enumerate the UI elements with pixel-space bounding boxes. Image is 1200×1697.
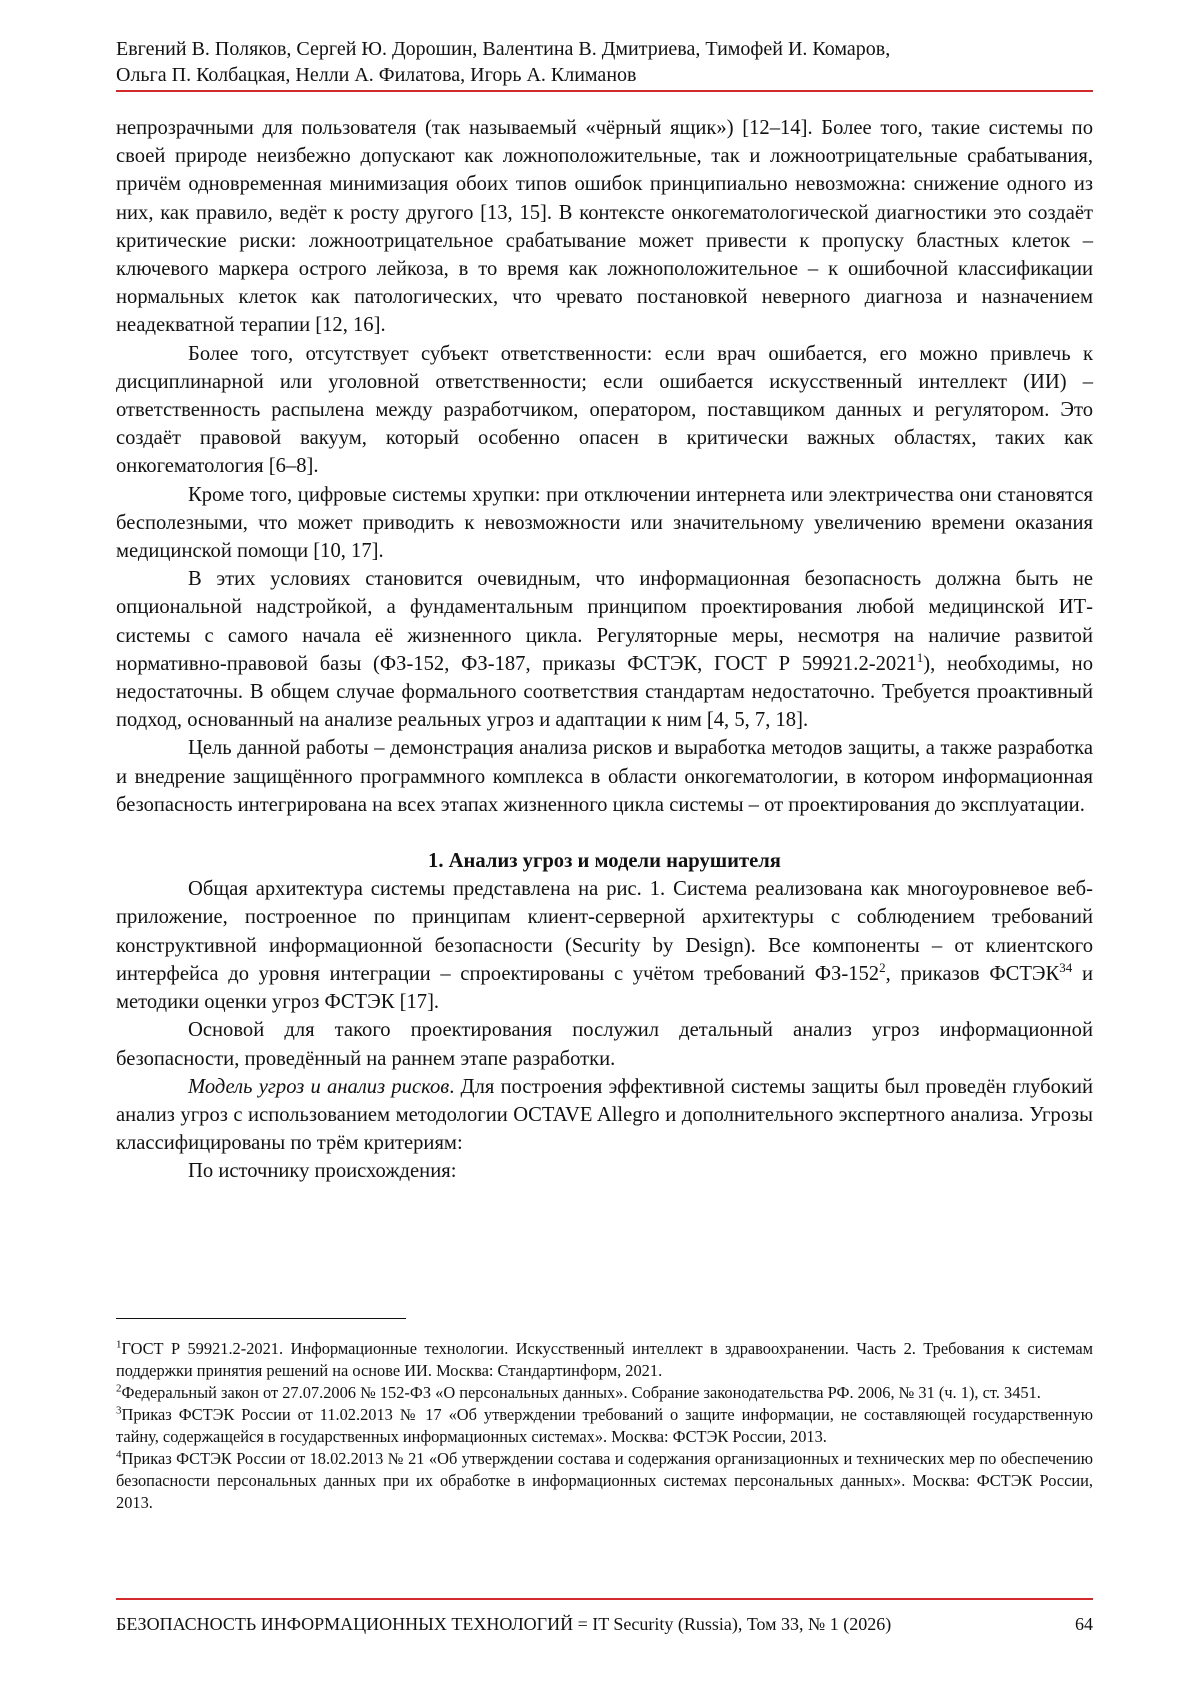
footnote-text: Приказ ФСТЭК России от 18.02.2013 № 21 «Об утверждении состава и содержания организационных и технических мер по обеспечению безопасности персональных данных при их обработке в информационных системах персональных данных». Москва: ФСТЭК России, 2013. <box>116 1449 1093 1512</box>
paragraph-2: Более того, отсутствует субъект ответственности: если врач ошибается, его можно привлечь к дисциплинарной или уголовной ответственности; если ошибается искусственный интеллект (ИИ) – ответственность распылена между разработчиком, оператором, поставщиком данных и регулятором. Это создаёт правовой вакуум, который особенно опасен в критически важных областях, таких как онкогематология [6–8]. <box>116 342 1093 478</box>
section-heading: 1. Анализ угроз и модели нарушителя <box>428 850 781 873</box>
paragraph-6-text-b: , приказов ФСТЭК <box>885 962 1060 985</box>
paragraph-4-text-b: ), необходимы, но недостаточны. В общем случае формального соответствия стандартам недостаточно. Требуется проактивный подход, основанный на анализе реальных угроз и адаптации к ним [4, 5, 7, 18]. <box>116 652 1093 732</box>
footnote-number: 4 <box>116 1448 122 1461</box>
footnote-number: 1 <box>116 1338 122 1351</box>
paragraph-6-text-c: и методики оценки угроз ФСТЭК [17]. <box>116 962 1093 1014</box>
paragraph-1: непрозрачными для пользователя (так называемый «чёрный ящик») [12–14]. Более того, такие системы по своей природе неизбежно допускают как ложноположительные, так и ложноотрицательные срабатывания, причём одновременная минимизация обоих типов ошибок принципиально невозможна: снижение одного из них, как правило, ведёт к росту другого [13, 15]. В контексте онкогематологической диагностики это создаёт критические риски: ложноотрицательное срабатывание может привести к пропуску бластных клеток – ключевого маркера острого лейкоза, в то время как ложноположительное – к ошибочной классификации нормальных клеток как патологических, что чревато постановкой неверного диагноза и назначением неадекватной терапии [12, 16]. <box>116 117 1093 337</box>
journal-citation: БЕЗОПАСНОСТЬ ИНФОРМАЦИОННЫХ ТЕХНОЛОГИЙ = IT Security (Russia), Том 33, № 1 (2026) <box>116 1614 892 1634</box>
paragraph-4-text-a: В этих условиях становится очевидным, что информационная безопасность должна быть не опциональной надстройкой, а фундаментальным принципом проектирования любой медицинской ИТ-системы с самого начала её жизненного цикла. Регуляторные меры, несмотря на наличие развитой нормативно-правовой базы (ФЗ-152, ФЗ-187, приказы ФСТЭК, ГОСТ Р 59921.2-2021 <box>116 568 1093 675</box>
authors-line-2: Ольга П. Колбацкая, Нелли А. Филатова, Игорь А. Климанов <box>116 64 637 86</box>
journal-page <box>116 0 1093 1697</box>
footnote-ref-34[interactable]: 34 <box>1059 960 1073 976</box>
paragraph-6-text-a: Общая архитектура системы представлена на рис. 1. Система реализована как многоуровневое веб-приложение, построенное по принципам клиент-серверной архитектуры с соблюдением требований конструктивной информационной безопасности (Security by Design). Все компоненты – от клиентского интерфейса до уровня интеграции – спроектированы с учётом требований ФЗ-152 <box>116 878 1093 985</box>
header-divider <box>116 90 1093 92</box>
paragraph-8-italic: Модель угроз и анализ рисков <box>188 1075 450 1098</box>
footer-divider <box>116 1598 1093 1600</box>
footnote-separator <box>116 1318 406 1319</box>
paragraph-4 <box>116 565 1093 734</box>
footnote-number: 2 <box>116 1382 122 1395</box>
footnote-text: Федеральный закон от 27.07.2006 № 152-ФЗ «О персональных данных». Собрание законодательства РФ. 2006, № 31 (ч. 1), ст. 3451. <box>121 1383 1041 1402</box>
footnote-1 <box>116 1338 1093 1382</box>
page-number: 64 <box>1075 1614 1093 1634</box>
footnote-ref-2[interactable]: 2 <box>879 960 886 976</box>
running-header <box>116 36 1093 88</box>
footnote-2 <box>116 1382 1093 1404</box>
paragraph-3: Кроме того, цифровые системы хрупки: при отключении интернета или электричества они становятся бесполезными, что может приводить к невозможности или значительному увеличению времени оказания медицинской помощи [10, 17]. <box>116 483 1093 563</box>
paragraph-7: Основой для такого проектирования послужил детальный анализ угроз информационной безопасности, проведённый на раннем этапе разработки. <box>116 1019 1093 1070</box>
footnote-text: ГОСТ Р 59921.2-2021. Информационные технологии. Искусственный интеллект в здравоохранении. Часть 2. Требования к системам поддержки принятия решений на основе ИИ. Москва: Стандартинформ, 2021. <box>116 1339 1093 1380</box>
authors-line-1: Евгений В. Поляков, Сергей Ю. Дорошин, Валентина В. Дмитриева, Тимофей И. Комаров, <box>116 38 891 60</box>
paragraph-8-text: . Для построения эффективной системы защиты был проведён глубокий анализ угроз с использованием методологии OCTAVE Allegro и дополнительного экспертного анализа. Угрозы классифицированы по трём критериям: <box>116 1075 1093 1155</box>
paragraph-8 <box>116 1073 1093 1158</box>
footnote-ref-1[interactable]: 1 <box>916 650 924 665</box>
running-footer <box>116 1612 1093 1636</box>
footnote-text: Приказ ФСТЭК России от 11.02.2013 № 17 «Об утверждении требований о защите информации, не составляющей государственную тайну, содержащейся в государственных информационных системах». Москва: ФСТЭК России, 2013. <box>116 1405 1093 1446</box>
paragraph-6 <box>116 875 1093 1016</box>
footnote-number: 3 <box>116 1404 122 1417</box>
paragraph-9: По источнику происхождения: <box>188 1160 457 1183</box>
article-body <box>116 114 1093 1186</box>
paragraph-5: Цель данной работы – демонстрация анализа рисков и выработка методов защиты, а также разработка и внедрение защищённого программного комплекса в области онкогематологии, в котором информационная безопасность интегрирована на всех этапах жизненного цикла системы – от проектирования до эксплуатации. <box>116 737 1093 816</box>
footnote-3 <box>116 1404 1093 1448</box>
footnotes <box>116 1338 1093 1514</box>
footnote-4 <box>116 1448 1093 1514</box>
